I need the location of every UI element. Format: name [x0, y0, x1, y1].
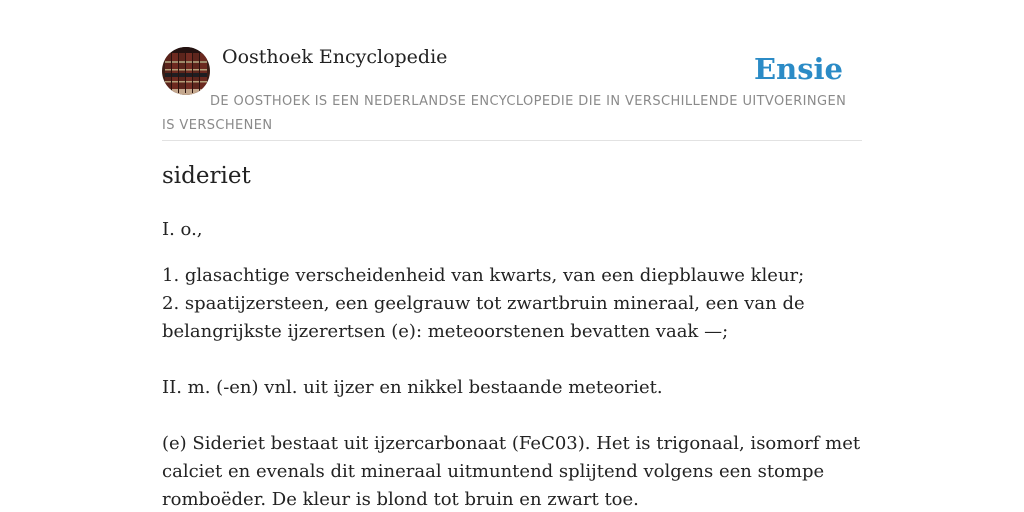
- note-line-1: (e) Sideriet bestaat uit ijzercarbonaat (FeC03). Het is trigonaal, isomorf met: [162, 433, 861, 454]
- publication-header: [162, 0, 862, 141]
- definition-2-line-1: 2. spaatijzersteen, een geelgrauw tot zwartbruin mineraal, een van de: [162, 293, 805, 314]
- blank-line: [162, 402, 862, 430]
- note-line-2: calciet en evenals dit mineraal uitmuntend splijtend volgens een stompe: [162, 461, 825, 482]
- sense-2: II. m. (-en) vnl. uit ijzer en nikkel bestaande meteoriet.: [162, 377, 663, 398]
- blank-line: [162, 346, 862, 374]
- publication-name[interactable]: Oosthoek Encyclopedie: [222, 46, 448, 68]
- page-title: sideriet: [162, 163, 251, 189]
- publication-tagline: DE OOSTHOEK IS EEN NEDERLANDSE ENCYCLOPEDIE DIE IN VERSCHILLENDE UITVOERINGEN IS VERSCHENEN: [162, 94, 847, 133]
- header-container: [162, 0, 862, 141]
- definition-2-line-2: belangrijkste ijzerertsen (e): meteoorstenen bevatten vaak —;: [162, 321, 729, 342]
- sense-1-label: I. o.,: [162, 219, 203, 240]
- definition-1: 1. glasachtige verscheidenheid van kwarts, van een diepblauwe kleur;: [162, 265, 805, 286]
- note-line-3: romboëder. De kleur is blond tot bruin en zwart toe.: [162, 489, 639, 510]
- encyclopedia-books-icon[interactable]: [162, 47, 210, 95]
- ensie-logo-link[interactable]: Ensie: [754, 52, 843, 86]
- article-body: [162, 216, 862, 512]
